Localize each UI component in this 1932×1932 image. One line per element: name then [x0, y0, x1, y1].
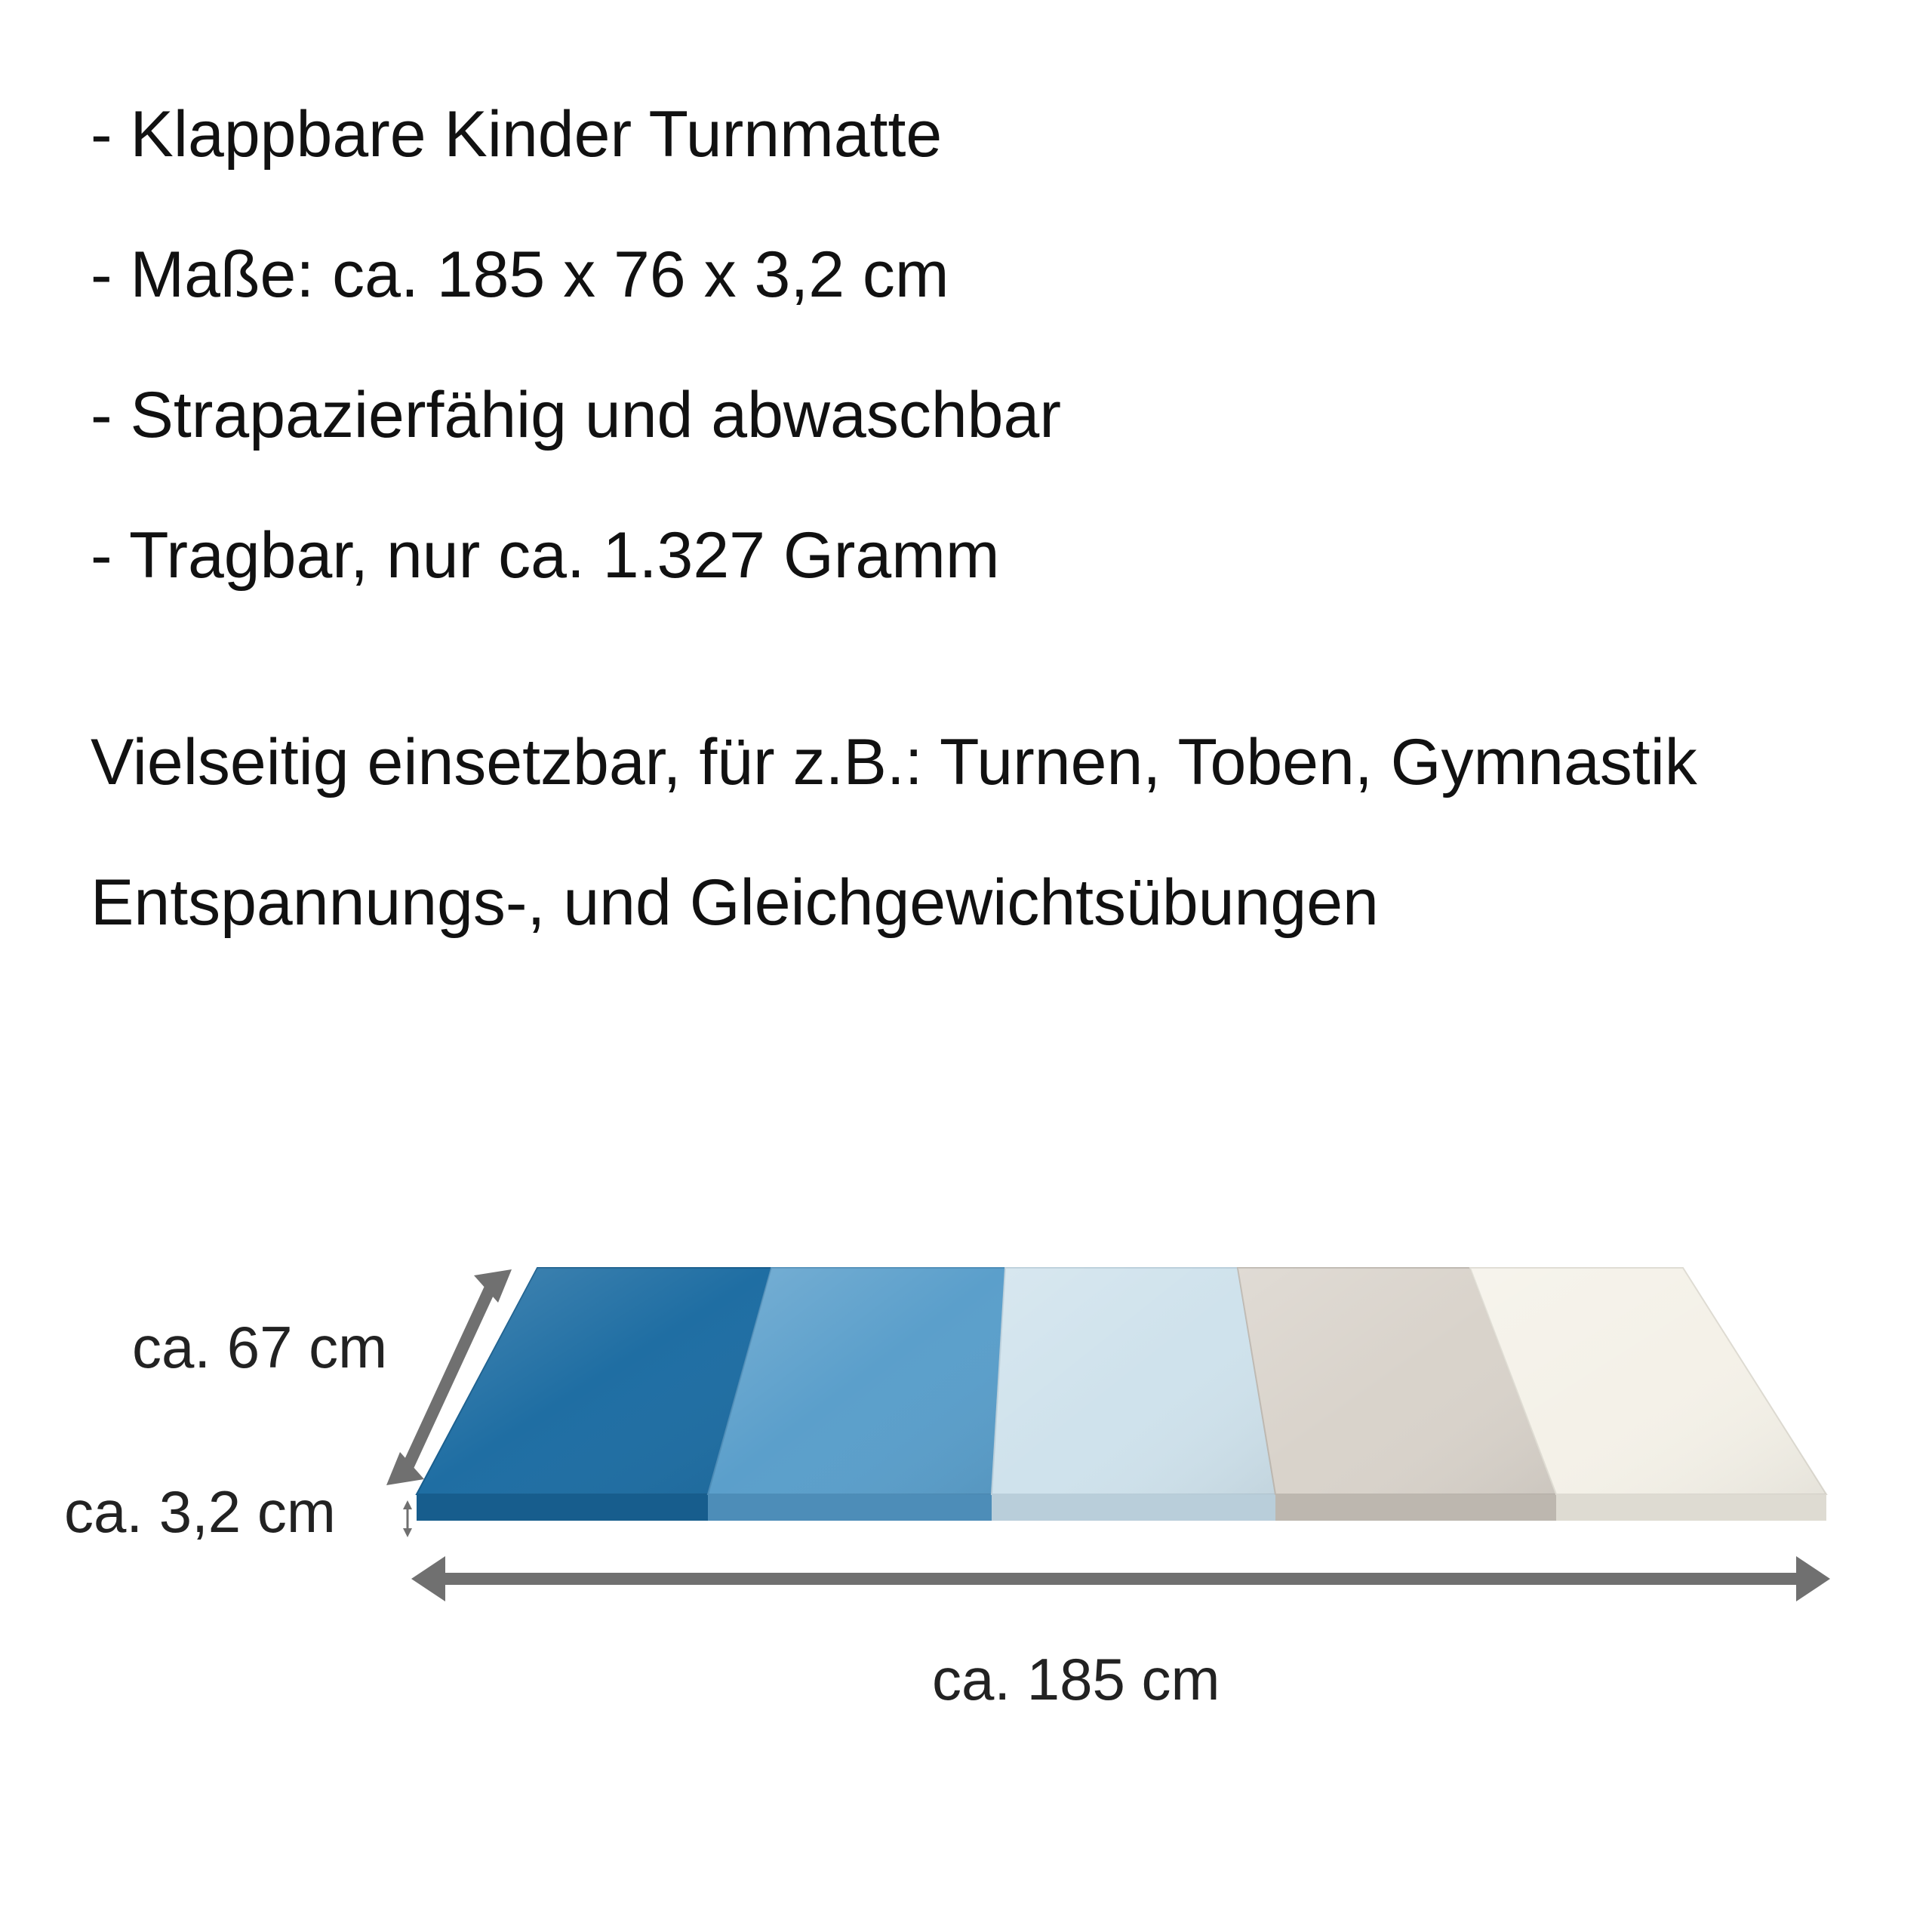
- mat-figure: [0, 1208, 1932, 1811]
- usage-description: [91, 724, 1697, 1005]
- feature-durable: - Strapazierfähig und abwaschbar: [91, 379, 1061, 451]
- mat-panel-edge: [1275, 1494, 1556, 1521]
- usage-line-1: Vielseitig einsetzbar, für z.B.: Turnen, Toben, Gymnastik: [91, 726, 1697, 798]
- mat-panel-edge: [708, 1494, 992, 1521]
- mat-panel-sheen: [992, 1268, 1275, 1494]
- mat-panel-edge: [1556, 1494, 1826, 1521]
- length-arrow: [411, 1556, 1830, 1601]
- thickness-label: ca. 3,2 cm: [64, 1478, 336, 1545]
- feature-weight: - Tragbar, nur ca. 1.327 Gramm: [91, 519, 1000, 592]
- mat-panel-edge: [417, 1494, 708, 1521]
- mat-panels: [417, 1268, 1826, 1521]
- feature-dimensions: - Maße: ca. 185 x 76 x 3,2 cm: [91, 238, 949, 311]
- length-label: ca. 185 cm: [932, 1646, 1220, 1712]
- mat-panel-edge: [992, 1494, 1275, 1521]
- thickness-arrow: [403, 1500, 412, 1537]
- width-label: ca. 67 cm: [132, 1314, 388, 1380]
- feature-foldable: - Klappbare Kinder Turnmatte: [91, 98, 943, 171]
- feature-list: [91, 97, 1061, 658]
- usage-line-2: Entspannungs-, und Gleichgewichtsübungen: [91, 866, 1379, 939]
